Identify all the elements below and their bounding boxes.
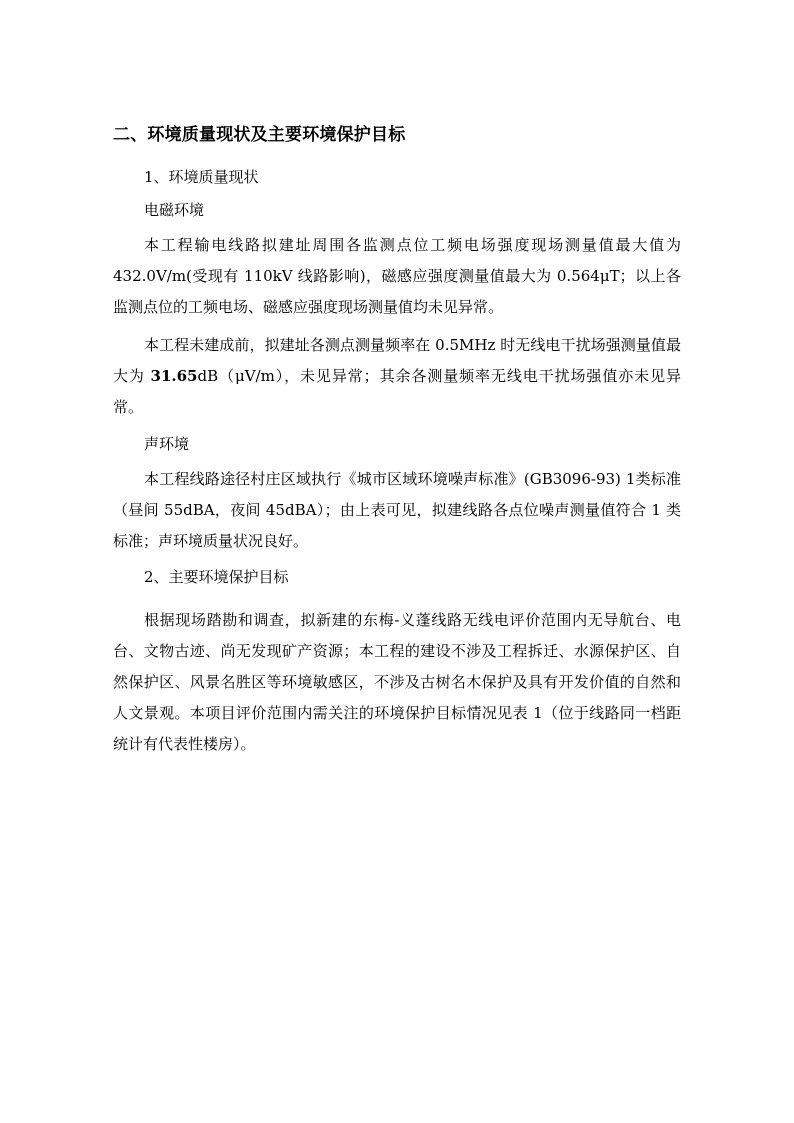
heading-sound-environment: 声环境 — [144, 435, 190, 453]
document-body — [113, 120, 681, 762]
radio-interference-max-value: 31.65 — [150, 367, 198, 385]
radio-interference-text-b: dB（μV/m），未见异常；其余各测量频率无线电干扰场强值亦未见异常。 — [113, 367, 681, 416]
paragraph-emf-field-measurements: 本工程输电线路拟建址周围各监测点位工频电场强度现场测量值最大值为432.0V/m(受现有 110kV 线路影响)，磁感应强度测量值最大为 0.564μT；以上各监测点位的工频电场、磁感应强度现场测量值均未见异常。 — [113, 236, 681, 316]
paragraph-radio-interference — [113, 330, 681, 423]
paragraph-noise-standard: 本工程线路途径村庄区域执行《城市区域环境噪声标准》(GB3096-93) 1类标准（昼间 55dBA，夜间 45dBA）；由上表可见，拟建线路各点位噪声测量值符合 1 类标准；声环境质量状况良好。 — [113, 470, 681, 550]
spacer — [113, 597, 681, 605]
paragraph-protection-targets: 根据现场踏勘和调查，拟新建的东梅-义蓬线路无线电评价范围内无导航台、电台、文物古迹、尚无发现矿产资源；本工程的建设不涉及工程拆迁、水源保护区、自然保护区、风景名胜区等环境敏感区，不涉及古树名木保护及具有开发价值的自然和人文景观。本项目评价范围内需关注的环境保护目标情况见表 1（位于线路同一档距统计有代表性楼房）。 — [113, 611, 681, 753]
section-title: 二、环境质量现状及主要环境保护目标 — [113, 125, 406, 145]
radio-interference-text-a: 本工程未建成前，拟建址各测点测量频率在 0.5MHz 时无线电干扰场强测量值最大为 — [113, 336, 681, 385]
subsection-title-protection-targets: 2、主要环境保护目标 — [144, 568, 289, 586]
heading-electromagnetic-environment: 电磁环境 — [144, 201, 205, 219]
subsection-title-environment-status: 1、环境质量现状 — [144, 168, 259, 186]
